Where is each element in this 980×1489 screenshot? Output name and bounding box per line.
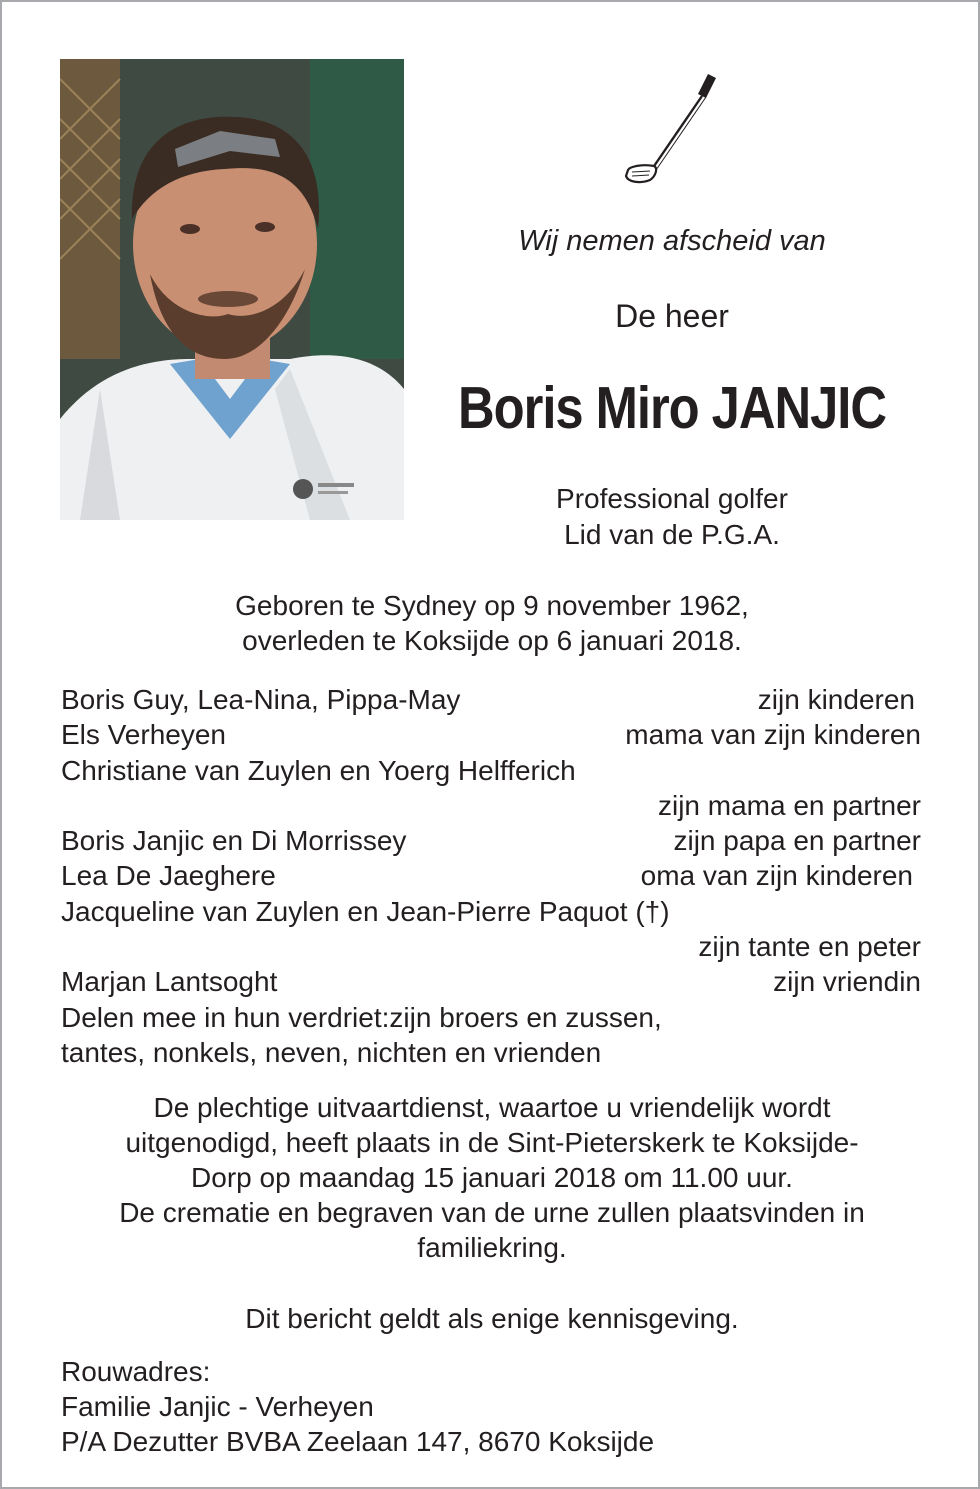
family-member: Jacqueline van Zuylen en Jean-Pierre Paquot (†) xyxy=(61,895,670,927)
title-line: Lid van de P.G.A. xyxy=(564,519,780,550)
family-member: Marjan Lantsoght xyxy=(61,966,278,998)
deceased-name: Boris Miro JANJIC xyxy=(458,375,886,441)
family-relation: zijn kinderen xyxy=(757,684,915,715)
family-row xyxy=(61,823,921,858)
address-line: Rouwadres: xyxy=(61,1356,211,1387)
mourning-address xyxy=(61,1354,654,1459)
family-row xyxy=(61,682,921,717)
service-line: uitgenodigd, heeft plaats in de Sint-Pieterskerk te Koksijde- xyxy=(125,1127,859,1158)
family-row xyxy=(61,788,921,823)
family-member: Boris Janjic en Di Morrissey xyxy=(61,825,407,857)
family-member: Els Verheyen xyxy=(61,719,226,751)
portrait-photo xyxy=(60,59,404,520)
family-row xyxy=(61,717,921,752)
family-relation: zijn mama en partner xyxy=(657,789,921,821)
birth-line: Geboren te Sydney op 9 november 1962, xyxy=(235,590,749,621)
title-line: Professional golfer xyxy=(556,483,788,514)
family-member: Lea De Jaeghere xyxy=(61,860,276,892)
service-line: De crematie en begraven van de urne zullen plaatsvinden in xyxy=(119,1197,865,1228)
death-line: overleden te Koksijde op 6 januari 2018. xyxy=(242,625,742,656)
family-relation: zijn vriendin xyxy=(773,966,921,998)
service-line: familiekring. xyxy=(417,1232,567,1263)
family-row xyxy=(61,964,921,999)
family-member: Boris Guy, Lea-Nina, Pippa-May xyxy=(61,684,461,715)
family-row xyxy=(61,753,921,788)
intro-text: Wij nemen afscheid van xyxy=(518,225,826,257)
deceased-titles xyxy=(422,481,922,553)
address-line: P/A Dezutter BVBA Zeelaan 147, 8670 Koksijde xyxy=(61,1426,655,1457)
family-member: Christiane van Zuylen en Yoerg Helfferich xyxy=(61,754,576,786)
salutation: De heer xyxy=(615,298,729,334)
family-relation: oma van zijn kinderen xyxy=(640,860,913,892)
family-relation: zijn tante en peter xyxy=(698,931,921,963)
family-list xyxy=(61,682,921,1070)
family-row xyxy=(61,929,921,964)
golf-club-icon xyxy=(620,72,720,187)
family-row xyxy=(61,1000,921,1035)
funeral-service-text xyxy=(42,1090,942,1265)
notice-text: Dit bericht geldt als enige kennisgeving. xyxy=(245,1303,739,1334)
service-line: De plechtige uitvaartdienst, waartoe u vriendelijk wordt xyxy=(153,1092,831,1123)
birth-death-dates xyxy=(42,588,942,658)
family-row xyxy=(61,1035,921,1070)
family-row xyxy=(61,858,921,893)
family-relation: mama van zijn kinderen xyxy=(625,719,921,751)
family-member: Delen mee in hun verdriet:zijn broers en zussen, xyxy=(61,1001,662,1033)
family-row xyxy=(61,894,921,929)
family-member: tantes, nonkels, neven, nichten en vrienden xyxy=(61,1036,602,1068)
address-line: Familie Janjic - Verheyen xyxy=(61,1391,374,1422)
service-line: Dorp op maandag 15 januari 2018 om 11.00 uur. xyxy=(191,1162,793,1193)
family-relation: zijn papa en partner xyxy=(673,825,921,857)
